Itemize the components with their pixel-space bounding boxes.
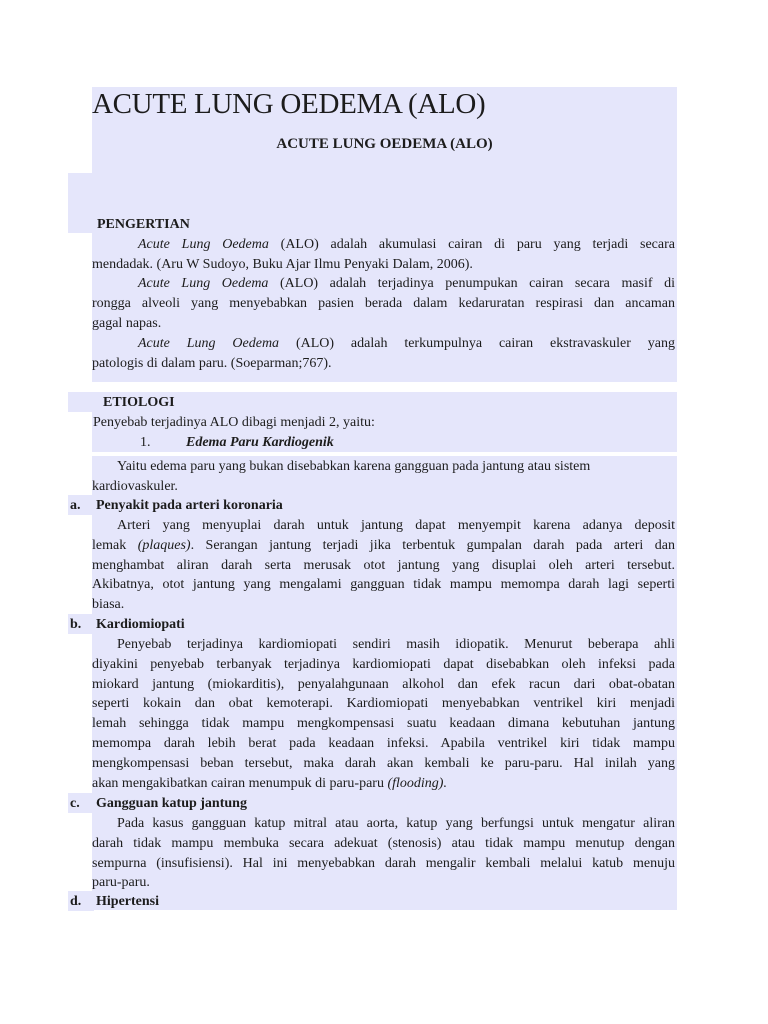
section-b-line1: Penyebab terjadinya kardiomiopati sendiri masih idiopatik. Menurut beberapa ahli xyxy=(117,637,675,652)
pengertian-p1-line1 xyxy=(92,235,675,255)
section-b-line3: miokard jantung (miokarditis), penyalahgunaan alkohol dan efek racun dari obat-obatan xyxy=(92,676,675,692)
pengertian-p3-term: Acute Lung Oedema xyxy=(138,336,280,351)
section-b-line8 xyxy=(92,774,675,794)
document-title: ACUTE LUNG OEDEMA (ALO) xyxy=(92,88,486,120)
pengertian-p2-term: Acute Lung Oedema xyxy=(138,276,269,291)
section-a-letter: a. xyxy=(70,498,81,513)
section-b-line8-pre: akan mengakibatkan cairan menumpuk di paru-paru xyxy=(92,775,388,791)
pengertian-paragraph-3 xyxy=(92,334,675,374)
section-a-line1: Arteri yang menyuplai darah untuk jantung dapat menyempit karena adanya deposit xyxy=(117,518,675,533)
highlight-etiologi-tab xyxy=(68,392,94,412)
pengertian-paragraph-1 xyxy=(92,235,675,275)
section-a-line2-post: . Serangan jantung terjadi jika terbentuk gumpalan darah pada arteri dan xyxy=(190,537,675,553)
pengertian-p3-line1 xyxy=(92,334,675,354)
pengertian-p2-line2: rongga alveoli yang menyebabkan pasien berada dalam kedaruratan respirasi dan ancaman xyxy=(92,295,675,311)
pengertian-p1-term: Acute Lung Oedema xyxy=(138,237,269,252)
section-b-line8-italic: (flooding). xyxy=(387,775,447,791)
section-a-line2-pre: lemak xyxy=(92,537,138,553)
section-c-line1: Pada kasus gangguan katup mitral atau aorta, katup yang berfungsi untuk mengatur aliran xyxy=(117,816,675,831)
etiologi-heading: ETIOLOGI xyxy=(103,395,175,410)
section-b-heading: Kardiomiopati xyxy=(96,617,185,632)
pengertian-p3-rest: (ALO) adalah terkumpulnya cairan ekstravaskuler yang xyxy=(279,336,675,351)
etiologi-intro: Penyebab terjadinya ALO dibagi menjadi 2, yaitu: xyxy=(93,415,375,430)
section-c-letter: c. xyxy=(70,796,80,811)
section-a-paragraph xyxy=(92,516,675,615)
section-d-letter: d. xyxy=(70,894,82,909)
section-b-line7: mengkompensasi beban tersebut, maka darah akan kembali ke paru-paru. Hal inilah yang xyxy=(92,755,675,771)
pengertian-heading: PENGERTIAN xyxy=(97,217,190,232)
section-b-line5: lemah sehingga tidak mampu mengkompensasi suatu keadaan dimana kebutuhan jantung xyxy=(92,716,675,732)
etiologi-item1-description xyxy=(92,457,675,497)
pengertian-p1-rest: (ALO) adalah akumulasi cairan di paru yang terjadi secara xyxy=(268,237,675,252)
pengertian-p2-line1 xyxy=(92,274,675,294)
section-b-line2: diyakini penyebab terbanyak terjadinya kardiomiopati dapat disebabkan oleh infeksi pada xyxy=(92,656,675,672)
etiologi-item1-desc-line2: kardiovaskuler. xyxy=(92,478,178,494)
etiologi-item1-number: 1. xyxy=(140,435,151,450)
section-b-letter: b. xyxy=(70,617,82,632)
section-d-heading: Hipertensi xyxy=(96,894,159,909)
etiologi-item1-label: Edema Paru Kardiogenik xyxy=(186,435,334,450)
section-b-line4: seperti kokain dan obat kemoterapi. Kardiomiopati menyebabkan ventrikel kiri menjadi xyxy=(92,696,675,712)
highlight-left-tab xyxy=(68,173,94,233)
section-c-line2: darah tidak mampu membuka secara adekuat (stenosis) atau tidak mampu menutup dengan xyxy=(92,835,675,851)
pengertian-p2-line3: gagal napas. xyxy=(92,315,162,331)
section-c-paragraph xyxy=(92,814,675,893)
etiologi-item1-desc-line1: Yaitu edema paru yang bukan disebabkan karena gangguan pada jantung atau sistem xyxy=(117,459,591,474)
document-subtitle: ACUTE LUNG OEDEMA (ALO) xyxy=(276,136,493,152)
section-a-line4: Akibatnya, otot jantung yang mengalami gangguan tidak mampu memompa darah lagi seperti xyxy=(92,577,675,593)
pengertian-paragraph-2 xyxy=(92,274,675,333)
section-c-line3: sempurna (insufisiensi). Hal ini menyebabkan darah mengalir kembali melalui katub menuju xyxy=(92,855,675,871)
section-b-paragraph xyxy=(92,635,675,793)
pengertian-p3-line2: patologis di dalam paru. (Soeparman;767). xyxy=(92,355,332,371)
section-c-line4: paru-paru. xyxy=(92,875,150,891)
section-c-heading: Gangguan katup jantung xyxy=(96,796,247,811)
section-a-line2-italic: (plaques) xyxy=(137,537,191,553)
pengertian-p2-rest: (ALO) adalah terjadinya penumpukan cairan secara masif di xyxy=(268,276,675,291)
pengertian-p1-line2: mendadak. (Aru W Sudoyo, Buku Ajar Ilmu Penyaki Dalam, 2006). xyxy=(92,256,473,272)
section-a-line5: biasa. xyxy=(92,597,125,613)
section-a-line2 xyxy=(92,536,675,556)
section-a-line3: menghambat aliran darah serta merusak otot jantung yang disuplai oleh arteri tersebut. xyxy=(92,557,675,573)
section-b-line6: memompa darah lebih berat pada keadaan infeksi. Apabila ventrikel kiri tidak mampu xyxy=(92,735,675,751)
section-a-heading: Penyakit pada arteri koronaria xyxy=(96,498,283,513)
